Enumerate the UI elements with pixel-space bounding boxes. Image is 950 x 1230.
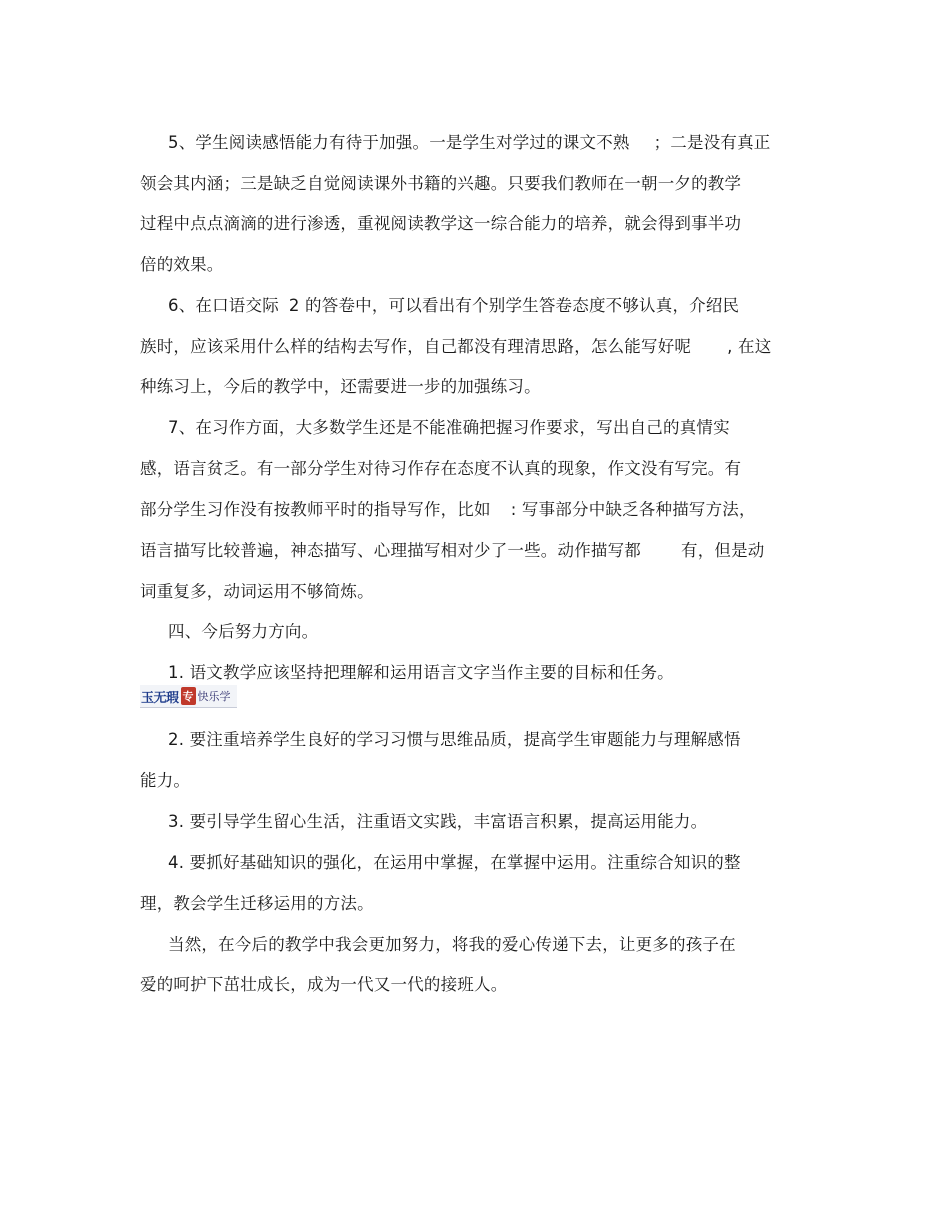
text-line: 感，语言贫乏。有一部分学生对待习作存在态度不认真的现象，作文没有写完。有 — [140, 459, 742, 478]
text-line: 理，教会学生迁移运用的方法。 — [140, 894, 374, 913]
text-line: 部分学生习作没有按教师平时的指导写作，比如 : 写事部分中缺乏各种描写方法， — [140, 500, 756, 519]
text-line: 词重复多，动词运用不够简炼。 — [140, 582, 374, 601]
text-line: 语言描写比较普遍，神态描写、心理描写相对少了一些。动作描写都 有，但是动 — [140, 541, 765, 560]
text-line: 倍的效果。 — [140, 255, 224, 274]
list-item: 2. 要注重培养学生良好的学习习惯与思维品质，提高学生审题能力与理解感悟 — [168, 730, 741, 749]
text-line: 过程中点点滴滴的进行渗透，重视阅读教学这一综合能力的培养，就会得到事半功 — [140, 214, 742, 233]
text-line: 能力。 — [140, 771, 191, 790]
list-item: 4. 要抓好基础知识的强化，在运用中掌握，在掌握中运用。注重综合知识的整 — [168, 853, 741, 872]
text-line: 5、学生阅读感悟能力有待于加强。一是学生对学过的课文不熟 ；二是没有真正 — [168, 133, 771, 152]
text-line: 族时，应该采用什么样的结构去写作，自己都没有理清思路，怎么能写好呢 , 在这 — [140, 337, 772, 356]
text-line: 种练习上，今后的教学中，还需要进一步的加强练习。 — [140, 377, 541, 396]
list-item: 3. 要引导学生留心生活，注重语文实践，丰富语言积累，提高运用能力。 — [168, 812, 708, 831]
section-heading: 四、今后努力方向。 — [168, 622, 319, 641]
watermark-logo: 玉无瑕 专 快乐学 — [140, 685, 237, 708]
text-line: 当然，在今后的教学中我会更加努力，将我的爱心传递下去，让更多的孩子在 — [168, 935, 736, 954]
text-line: 领会其内涵；三是缺乏自觉阅读课外书籍的兴趣。只要我们教师在一朝一夕的教学 — [140, 174, 742, 193]
text-line: 7、在习作方面，大多数学生还是不能准确把握习作要求，写出自己的真情实 — [168, 418, 730, 437]
text-line: 爱的呵护下茁壮成长，成为一代又一代的接班人。 — [140, 975, 508, 994]
text-line: 6、在口语交际 2 的答卷中，可以看出有个别学生答卷态度不够认真，介绍民 — [168, 296, 740, 315]
list-item: 1. 语文教学应该坚持把理解和运用语言文字当作主要的目标和任务。 — [168, 663, 674, 682]
